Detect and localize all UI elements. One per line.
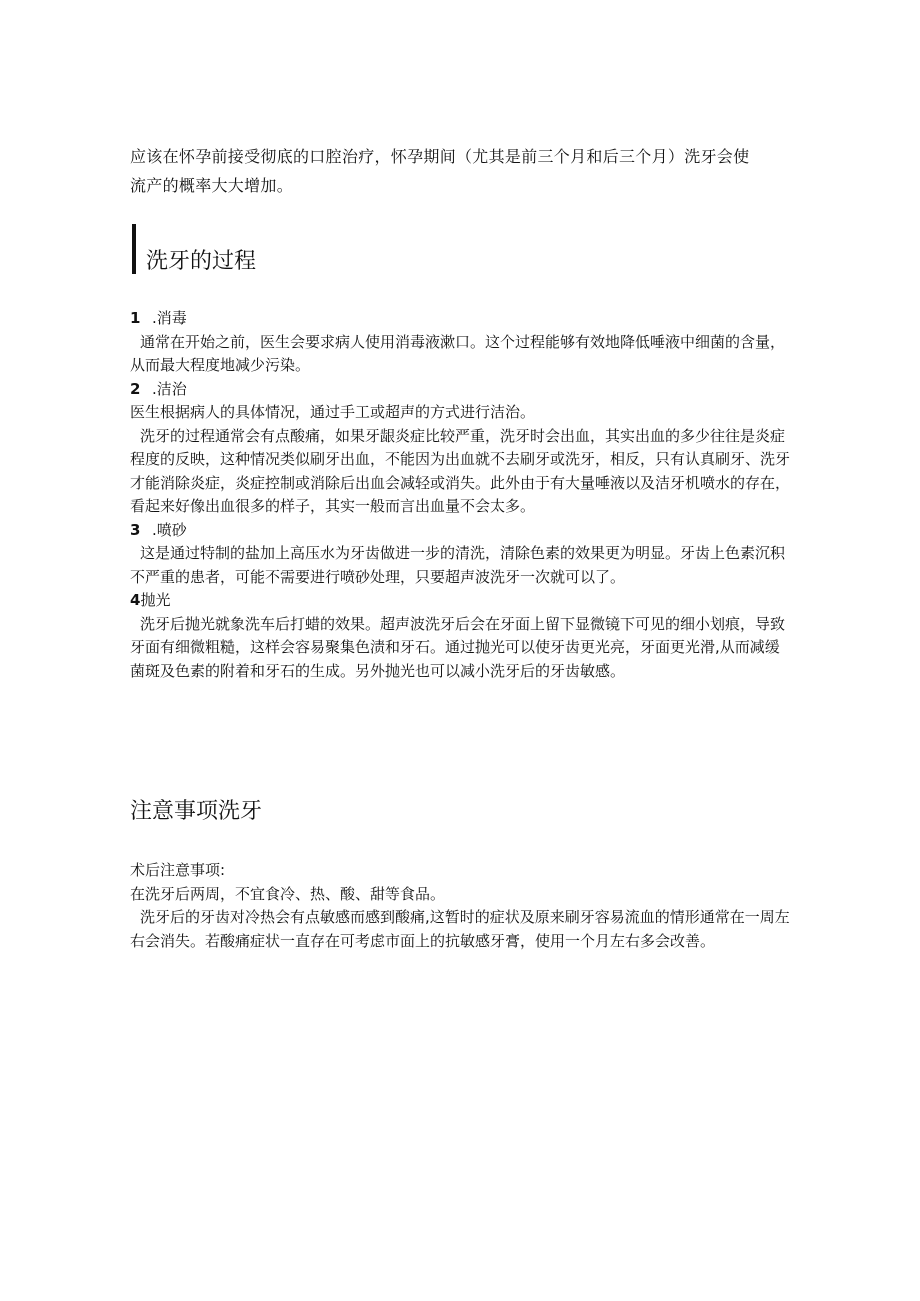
- section-title-precautions: 注意事项洗牙: [130, 799, 263, 824]
- step-paragraph: 通常在开始之前，医生会要求病人使用消毒液漱口。这个过程能够有效地降低唾液中细菌的含量，从而最大程度地减少污染。: [130, 332, 786, 374]
- step-number: 2: [130, 379, 141, 398]
- heading-bar-decoration: [132, 224, 136, 274]
- intro-line-1: 应该在怀孕前接受彻底的口腔治疗，怀孕期间（尤其是前三个月和后三个月）洗牙会使: [130, 147, 750, 166]
- step-paragraph: 洗牙后抛光就象洗车后打蜡的效果。超声波洗牙后会在牙面上留下显微镜下可见的细小划痕，导致牙面有细微粗糙，这样会容易聚集色渍和牙石。通过抛光可以使牙齿更光亮，牙面更光滑,从而减缓菌斑及色素的附着和牙石的生成。另外抛光也可以减小洗牙后的牙齿敏感。: [130, 614, 786, 680]
- step-label: .喷砂: [152, 520, 187, 539]
- step-title-polishing: [130, 589, 790, 613]
- step-title-sandblasting: [130, 519, 790, 543]
- step-title-disinfection: [130, 307, 790, 331]
- precautions-line-2: 洗牙后的牙齿对冷热会有点敏感而感到酸痛,这暂时的症状及原来刷牙容易流血的情形通常在一周左右会消失。若酸痛症状一直存在可考虑市面上的抗敏感牙膏，使用一个月左右多会改善。: [130, 908, 790, 950]
- section-title-process: 洗牙的过程: [146, 249, 257, 274]
- step-paragraph: 医生根据病人的具体情况，通过手工或超声的方式进行洁治。: [130, 403, 536, 421]
- section-heading-process: [132, 222, 256, 274]
- step-title-scaling: [130, 378, 790, 402]
- step-label: .洁治: [152, 379, 187, 398]
- step-label: .消毒: [152, 309, 187, 327]
- precautions-subtitle: 术后注意事项:: [130, 861, 226, 879]
- intro-line-2: 流产的概率大大增加。: [130, 176, 294, 195]
- step-paragraph: 这是通过特制的盐加上高压水为牙齿做进一步的清洗，清除色素的效果更为明显。牙齿上色素沉积不严重的患者，可能不需要进行喷砂处理，只要超声波洗牙一次就可以了。: [130, 544, 786, 586]
- step-number: 3: [130, 520, 141, 539]
- step-number: 1: [130, 309, 141, 327]
- precautions-block: [130, 859, 790, 953]
- step-paragraph: 洗牙的过程通常会有点酸痛，如果牙龈炎症比较严重，洗牙时会出血，其实出血的多少往往是炎症程度的反映，这种情况类似刷牙出血，不能因为出血就不去刷牙或洗牙，相反，只有认真刷牙、洗牙才能消除炎症，炎症控制或消除后出血会减轻或消失。此外由于有大量唾液以及洁牙机喷水的存在，看起来好像出血很多的样子，其实一般而言出血量不会太多。: [130, 426, 791, 515]
- precautions-line-1: 在洗牙后两周，不宜食冷、热、酸、甜等食品。: [130, 884, 446, 903]
- step-number: 4: [130, 591, 141, 609]
- intro-paragraph: [130, 142, 790, 200]
- step-label: 抛光: [140, 591, 171, 609]
- process-list: [130, 307, 790, 683]
